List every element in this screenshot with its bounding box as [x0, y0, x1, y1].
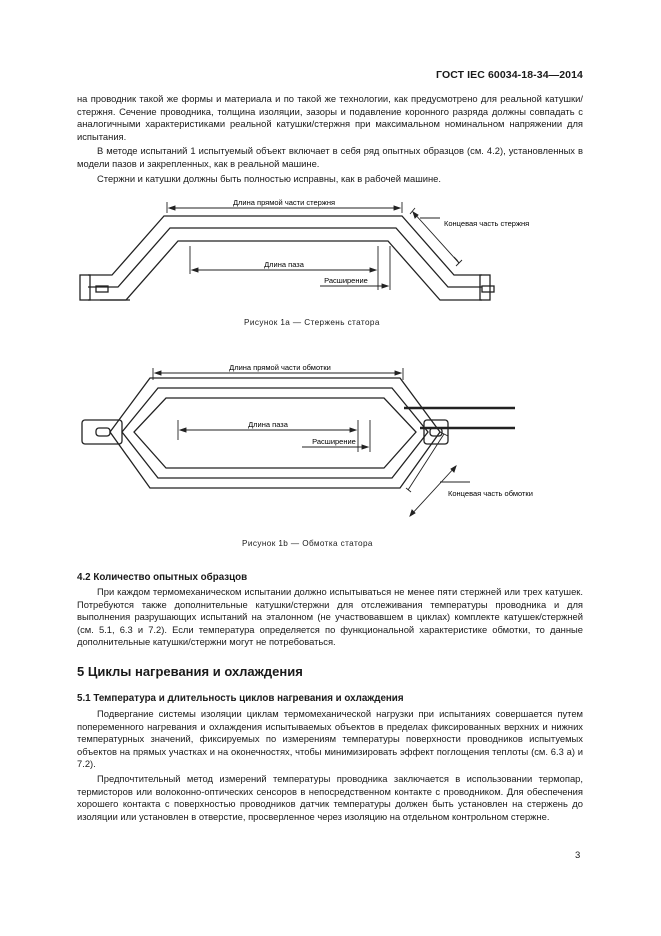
section-5-1-heading: 5.1 Температура и длительность циклов нагревания и охлаждения [77, 693, 404, 704]
coil-mid-outline [122, 388, 428, 478]
section-5-1-text [77, 708, 583, 823]
coil-inner-outline [134, 398, 416, 468]
section-4-2-heading: 4.2 Количество опытных образцов [77, 572, 248, 583]
label-end-portion-1a: Концевая часть стержня [444, 219, 530, 228]
document-id: ГОСТ IEC 60034-18-34—2014 [436, 69, 583, 81]
figure-1b-caption: Рисунок 1b — Обмотка статора [242, 539, 373, 548]
section-5-heading: 5 Циклы нагревания и охлаждения [77, 664, 303, 679]
intro-paragraph-1: на проводник такой же формы и материала и по такой же технологии, как предусмотрено для реальной катушки/стержня. Сечение проводника, толщина изоляции, зазоры и подавление коронного разряда должны совпадать с аналогичными характеристиками реальной катушки/стержня при максимальном номинальном напряжении для испытания. [77, 93, 583, 142]
label-extension-1a: Расширение [324, 276, 368, 285]
label-end-portion-1b: Концевая часть обмотки [448, 489, 533, 498]
coil-outer-outline [110, 378, 440, 488]
section-4-2-text [77, 586, 583, 649]
section-5-1-paragraph-2: Предпочтительный метод измерений температуры проводника заключается в использовании термопар, термисторов или волоконно-оптических сенсоров в непосредственном контакте с проводником. Для обеспечения хорошего контакта с поверхностью проводников датчик температуры должен быть установлен на стержень до изоляции или установлен в отверстие, просверленное через изоляцию на отдельном контрольном стержне. [77, 772, 583, 822]
label-slot-length-1b: Длина паза [248, 420, 288, 429]
figure-1a-caption: Рисунок 1а — Стержень статора [244, 318, 380, 327]
intro-paragraph-2: В методе испытаний 1 испытуемый объект включает в себя ряд опытных образцов (см. 4.2), установленных в модели пазов и закрепленных, как в реальной машине. [77, 145, 583, 169]
section-4-2-paragraph: При каждом термомеханическом испытании должно испытываться не менее пяти стержней или трех катушек. Потребуются также дополнительные катушки/стержни для отслеживания температуры проводника и для выполнения разрушающих испытаний на эталонном (не участвовавшем в циклах) комплекте катушек/стержней (см. 5.1, 6.3 и 7.2). Если температура определяется по функциональной характеристике обмотки, то данные дополнительные катушки/стержни могут не потребоваться. [77, 586, 583, 648]
intro-paragraph-3: Стержни и катушки должны быть полностью исправны, как в рабочей машине. [97, 172, 441, 184]
page-number: 3 [575, 850, 581, 861]
label-straight-length-1a: Длина прямой части стержня [232, 198, 336, 207]
label-extension-1b: Расширение [312, 437, 356, 446]
label-straight-length-1b: Длина прямой части обмотки [229, 363, 331, 372]
section-5-1-paragraph-1: Подвергание системы изоляции циклам термомеханической нагрузки при испытаниях совершается путем попеременного нагревания и охлаждения испытываемых объектов в пределах фиксированных верхних и нижних температурных значений, фиксируемых по измерениям температуры поверхности проводников испытуемых объектов на прямых участках и на оконечностях, чтобы минимизировать эффект поглощения теплоты (см. 6.3 а) и 7.2). [77, 708, 583, 770]
label-slot-length-1a: Длина паза [264, 260, 304, 269]
